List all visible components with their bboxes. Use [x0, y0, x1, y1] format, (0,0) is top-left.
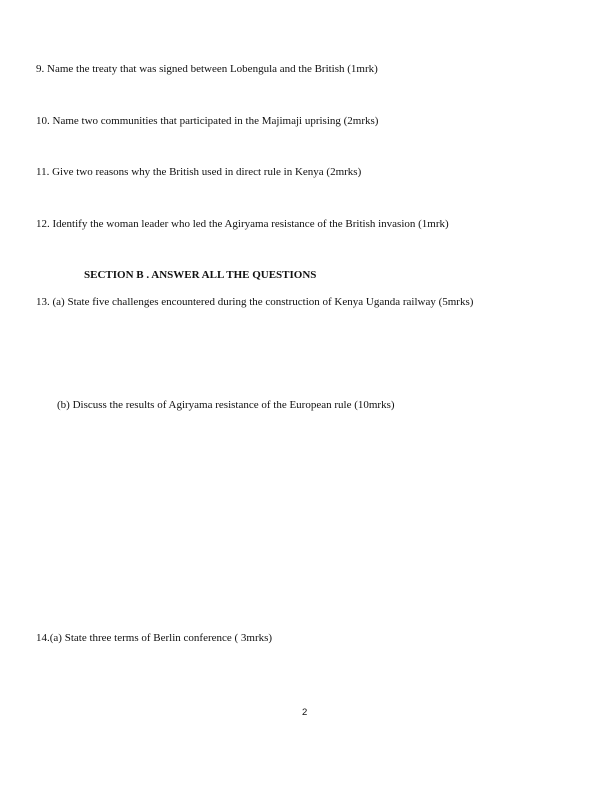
question-10: 10. Name two communities that participated in the Majimaji uprising (2mrks) — [36, 115, 379, 127]
question-13b: (b) Discuss the results of Agiryama resistance of the European rule (10mrks) — [57, 399, 395, 411]
question-12: 12. Identify the woman leader who led the Agiryama resistance of the British invasion (1mrk) — [36, 218, 449, 230]
question-13a: 13. (a) State five challenges encountered during the construction of Kenya Uganda railway (5mrks) — [36, 296, 474, 308]
question-11: 11. Give two reasons why the British used in direct rule in Kenya (2mrks) — [36, 166, 362, 178]
question-9: 9. Name the treaty that was signed between Lobengula and the British (1mrk) — [36, 63, 378, 75]
page-number: 2 — [302, 707, 308, 718]
question-14a: 14.(a) State three terms of Berlin conference ( 3mrks) — [36, 632, 273, 644]
section-b-heading: SECTION B . ANSWER ALL THE QUESTIONS — [84, 269, 317, 281]
